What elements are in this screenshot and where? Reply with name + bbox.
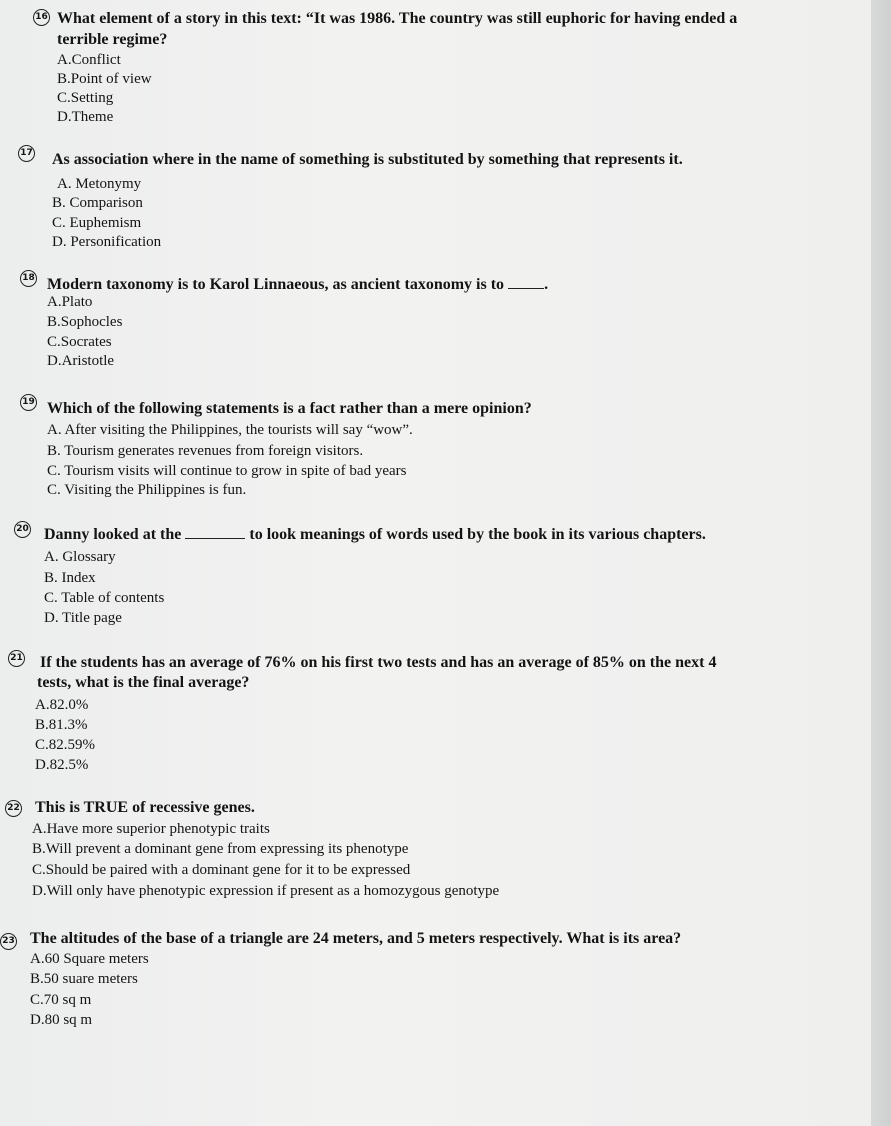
question-17-option-c: C. Euphemism: [52, 215, 142, 231]
question-23-option-b: B.50 suare meters: [30, 971, 138, 987]
question-22-option-a: A.Have more superior phenotypic traits: [32, 821, 270, 837]
question-number-17: 17: [18, 145, 35, 162]
question-22-option-d: D.Will only have phenotypic expression if present as a homozygous genotype: [32, 883, 500, 899]
question-18-option-b: B.Sophocles: [47, 314, 123, 330]
question-18-option-d: D.Aristotle: [47, 353, 115, 369]
question-16-option-d: D.Theme: [57, 109, 114, 125]
answer-blank: [185, 526, 245, 539]
question-number-16: 16: [33, 9, 50, 26]
question-20-option-b: B. Index: [44, 570, 96, 586]
question-number-18: 18: [20, 270, 37, 287]
question-23-option-c: C.70 sq m: [30, 992, 92, 1008]
question-17-option-b: B. Comparison: [52, 195, 143, 211]
question-21-text: If the students has an average of 76% on his first two tests and has an average of 85% on the next 4: [40, 654, 717, 671]
question-20-text: [44, 526, 706, 544]
question-22-text: This is TRUE of recessive genes.: [35, 799, 255, 816]
answer-blank: [508, 276, 544, 289]
question-17-text: As association where in the name of something is substituted by something that represents it.: [52, 151, 683, 168]
question-16-option-b: B.Point of view: [57, 71, 152, 87]
question-number-19: 19: [20, 394, 37, 411]
question-18-option-c: C.Socrates: [47, 334, 112, 350]
question-23-text: The altitudes of the base of a triangle are 24 meters, and 5 meters respectively. What is its area?: [30, 930, 682, 947]
question-19-option-a: A. After visiting the Philippines, the tourists will say “wow”.: [47, 422, 413, 438]
question-17-option-a: A. Metonymy: [57, 176, 142, 192]
question-number-21: 21: [8, 650, 25, 667]
question-number-23: 23: [0, 933, 17, 950]
question-23-option-a: A.60 Square meters: [30, 951, 149, 967]
question-22-option-c: C.Should be paired with a dominant gene for it to be expressed: [32, 862, 411, 878]
question-20-text-after-blank: to look meanings of words used by the book in its various chapters.: [249, 526, 706, 543]
question-22-option-b: B.Will prevent a dominant gene from expressing its phenotype: [32, 841, 409, 857]
question-21-option-d: D.82.5%: [35, 757, 89, 773]
question-19-option-c: C. Tourism visits will continue to grow in spite of bad years: [47, 463, 407, 479]
question-16-option-a: A.Conflict: [57, 52, 121, 68]
question-18-text-before-blank: Modern taxonomy is to Karol Linnaeous, as ancient taxonomy is to: [47, 276, 505, 293]
question-16-text: What element of a story in this text: “It was 1986. The country was still euphoric for having ended a: [57, 10, 738, 27]
question-number-20: 20: [14, 521, 31, 538]
question-18-text: [47, 276, 548, 294]
question-19-option-d: C. Visiting the Philippines is fun.: [47, 482, 247, 498]
question-21-text-continued: tests, what is the final average?: [37, 674, 250, 691]
question-20-text-before-blank: Danny looked at the: [44, 526, 182, 543]
question-16-option-c: C.Setting: [57, 90, 114, 106]
question-21-option-b: B.81.3%: [35, 717, 88, 733]
question-19-text: Which of the following statements is a fact rather than a mere opinion?: [47, 400, 532, 417]
question-20-option-a: A. Glossary: [44, 549, 116, 565]
paper-edge: [871, 0, 891, 1126]
question-17-option-d: D. Personification: [52, 234, 162, 250]
question-19-option-b: B. Tourism generates revenues from foreign visitors.: [47, 443, 364, 459]
question-23-option-d: D.80 sq m: [30, 1012, 93, 1028]
question-21-option-a: A.82.0%: [35, 697, 89, 713]
question-18-option-a: A.Plato: [47, 294, 93, 310]
question-18-text-after-blank: .: [544, 276, 549, 293]
question-number-22: 22: [5, 800, 22, 817]
question-16-text-continued: terrible regime?: [57, 31, 168, 48]
question-20-option-c: C. Table of contents: [44, 590, 165, 606]
question-21-option-c: C.82.59%: [35, 737, 95, 753]
question-20-option-d: D. Title page: [44, 610, 122, 626]
